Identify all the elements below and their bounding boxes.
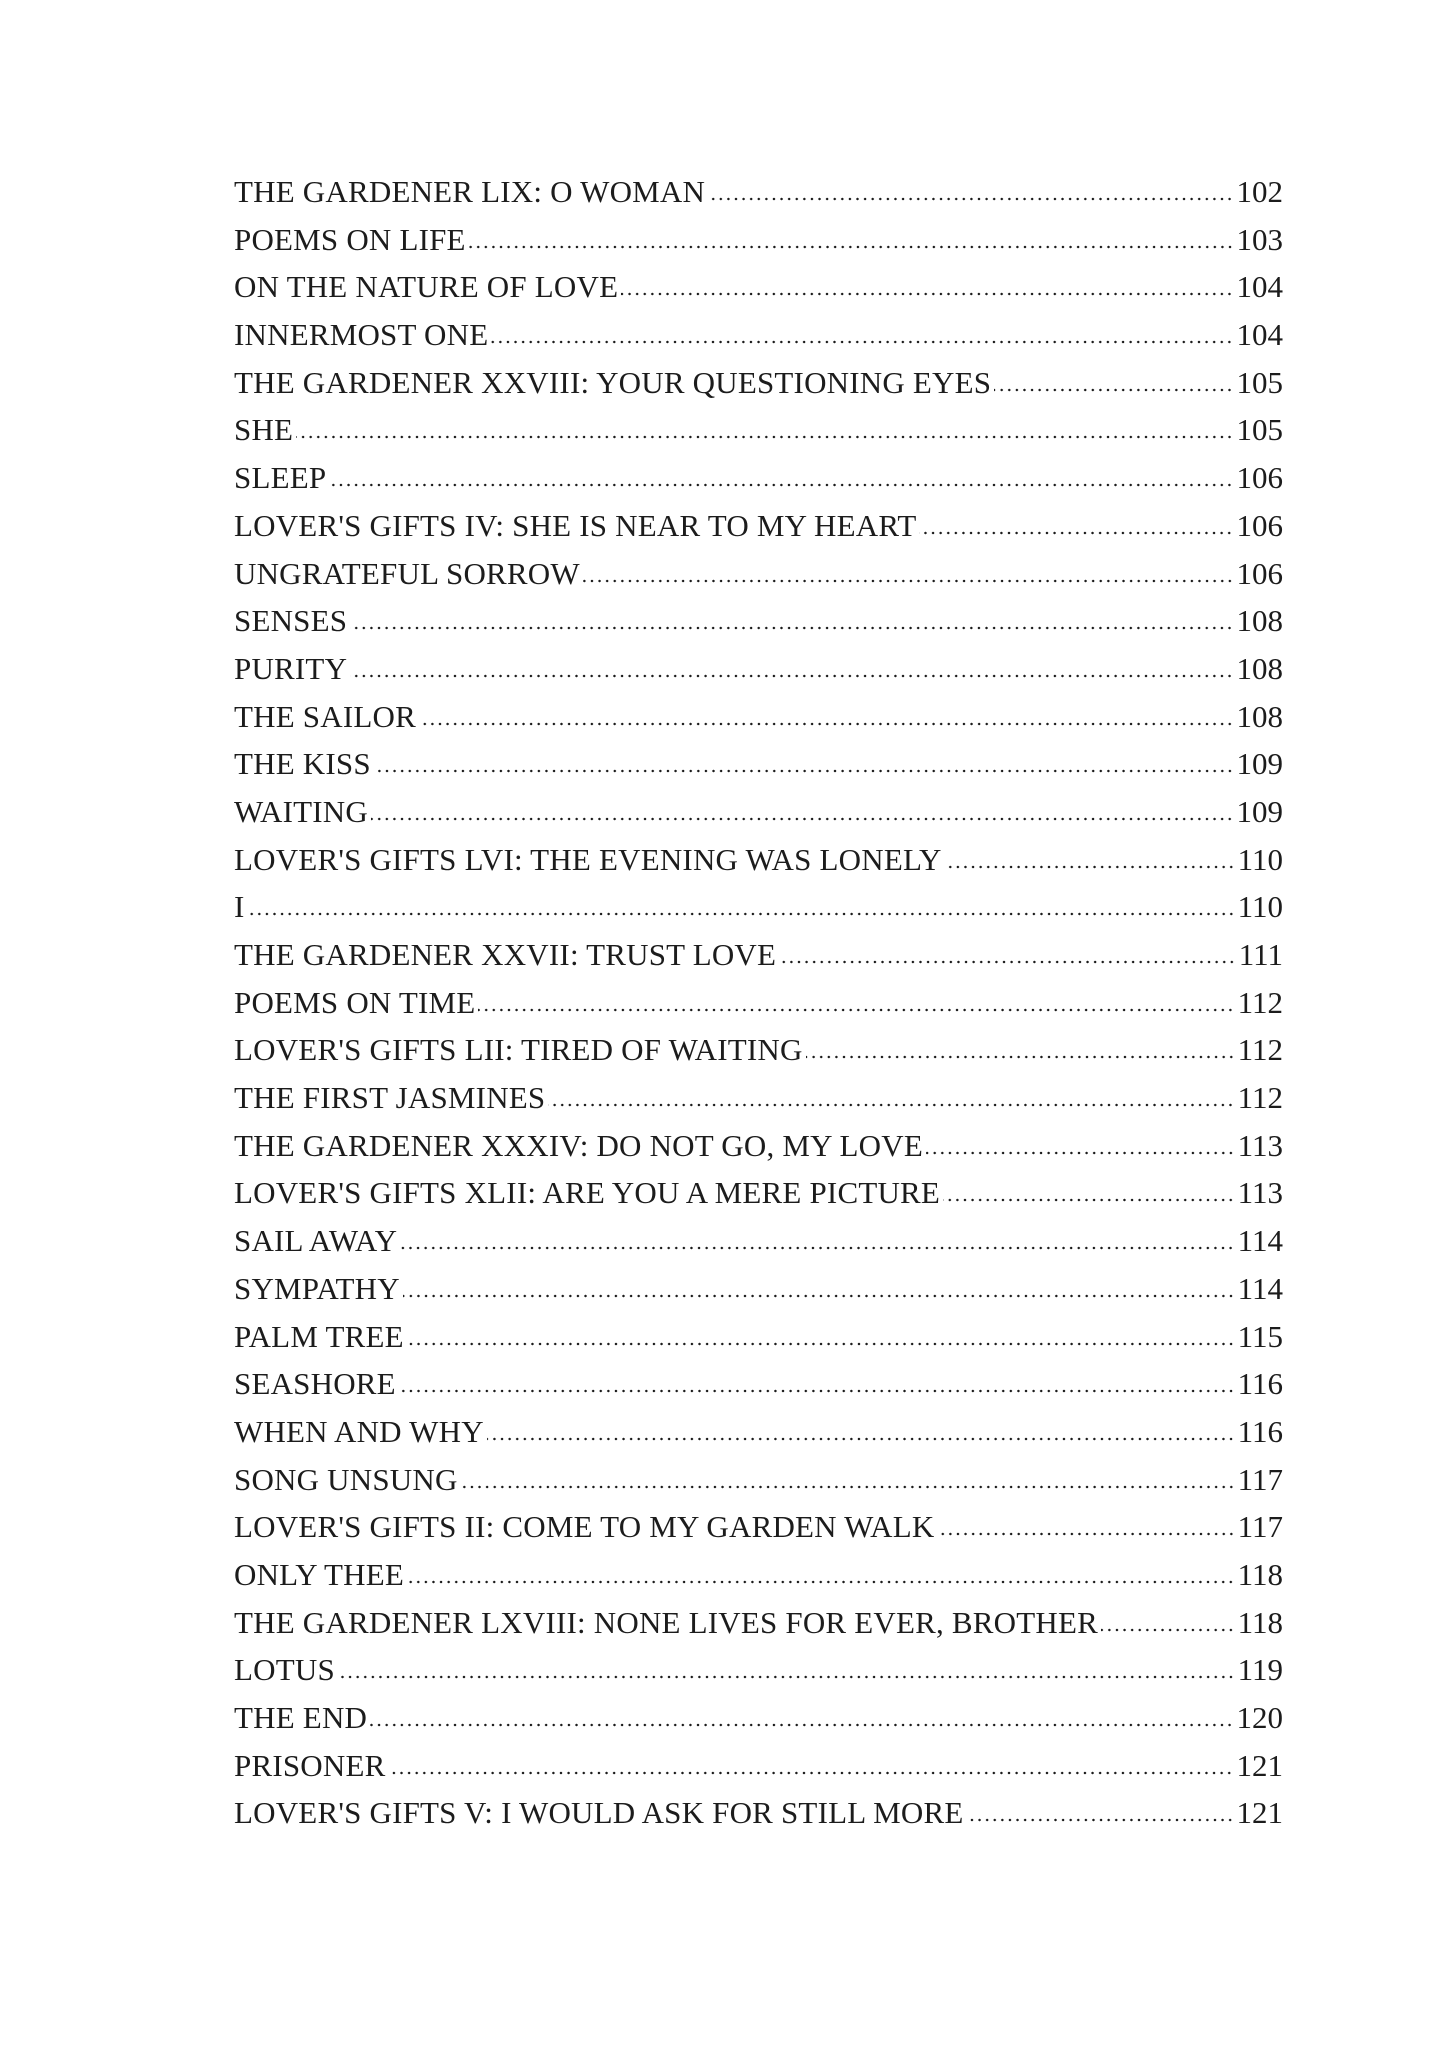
toc-entry-page-number: 116 [1237, 1413, 1283, 1449]
dot-leader [469, 245, 1234, 249]
dot-leader [779, 960, 1236, 964]
toc-entry[interactable] [234, 1742, 1283, 1790]
toc-entry-page-number: 121 [1236, 1795, 1283, 1831]
toc-entry-title: PRISONER [234, 1747, 386, 1783]
dot-leader [403, 1294, 1235, 1298]
toc-entry-page-number: 114 [1237, 1270, 1283, 1306]
toc-entry[interactable] [234, 1646, 1283, 1694]
dot-leader [548, 1103, 1234, 1107]
toc-entry[interactable] [234, 1694, 1283, 1742]
toc-entry-title: ONLY THEE [234, 1556, 405, 1592]
dot-leader [487, 1437, 1235, 1441]
toc-entry-title: PALM TREE [234, 1318, 404, 1354]
dot-leader [248, 912, 1235, 916]
toc-entry-page-number: 106 [1236, 507, 1283, 543]
toc-entry-page-number: 120 [1236, 1700, 1283, 1735]
toc-entry-title: SHE [234, 412, 294, 448]
toc-entry-page-number: 110 [1237, 841, 1283, 877]
dot-leader [583, 579, 1234, 583]
toc-entry-title: THE FIRST JASMINES [234, 1080, 546, 1116]
toc-entry-page-number: 115 [1237, 1318, 1283, 1354]
toc-entry-title: SLEEP [234, 460, 327, 496]
dot-leader [370, 1723, 1233, 1727]
toc-entry[interactable] [234, 406, 1283, 454]
toc-entry-title: POEMS ON LIFE [234, 221, 466, 257]
toc-entry-page-number: 104 [1236, 317, 1283, 353]
toc-entry[interactable] [234, 454, 1283, 502]
toc-entry[interactable] [234, 168, 1283, 216]
toc-entry-title: THE KISS [234, 746, 371, 782]
toc-entry-title: THE GARDENER XXVIII: YOUR QUESTIONING EYES [234, 364, 992, 400]
dot-leader [938, 1532, 1235, 1536]
toc-entry-title: POEMS ON TIME [234, 984, 476, 1020]
toc-entry-page-number: 108 [1236, 698, 1283, 734]
toc-entry[interactable] [234, 1074, 1283, 1122]
toc-entry-page-number: 110 [1237, 889, 1283, 925]
toc-entry[interactable] [234, 1456, 1283, 1504]
toc-entry[interactable] [234, 979, 1283, 1027]
toc-entry-page-number: 106 [1236, 460, 1283, 496]
dot-leader [399, 1389, 1235, 1393]
toc-entry-title: THE GARDENER LXVIII: NONE LIVES FOR EVER, BROTHER [234, 1604, 1098, 1640]
toc-entry[interactable] [234, 931, 1283, 979]
dot-leader [943, 1198, 1235, 1202]
dot-leader [350, 674, 1233, 678]
dot-leader [621, 292, 1233, 296]
toc-entry-title: LOVER'S GIFTS IV: SHE IS NEAR TO MY HEART [234, 507, 917, 543]
dot-leader [407, 1580, 1235, 1584]
toc-entry-title: LOVER'S GIFTS LII: TIRED OF WAITING [234, 1032, 803, 1068]
toc-entry-page-number: 112 [1237, 1080, 1283, 1116]
toc-entry-title: LOVER'S GIFTS XLII: ARE YOU A MERE PICTURE [234, 1175, 941, 1211]
toc-entry-title: SAIL AWAY [234, 1223, 398, 1259]
toc-entry-title: THE GARDENER XXXIV: DO NOT GO, MY LOVE [234, 1127, 923, 1163]
toc-entry-page-number: 108 [1236, 603, 1283, 639]
toc-entry-title: LOTUS [234, 1652, 335, 1688]
toc-entry[interactable] [234, 216, 1283, 264]
toc-entry-title: THE SAILOR [234, 698, 416, 734]
dot-leader [350, 626, 1233, 630]
dot-leader [419, 722, 1234, 726]
dot-leader [388, 1771, 1233, 1775]
toc-entry[interactable] [234, 883, 1283, 931]
toc-entry[interactable] [234, 550, 1283, 598]
dot-leader [400, 1246, 1234, 1250]
toc-entry-page-number: 109 [1236, 793, 1283, 829]
toc-entry-page-number: 105 [1236, 412, 1283, 448]
toc-entry-page-number: 116 [1237, 1366, 1283, 1402]
toc-entry-title: ON THE NATURE OF LOVE [234, 269, 619, 305]
dot-leader [329, 483, 1233, 487]
toc-entry-page-number: 108 [1236, 650, 1283, 686]
dot-leader [994, 388, 1233, 392]
toc-entry-page-number: 106 [1236, 555, 1283, 591]
toc-entry-title: SENSES [234, 603, 348, 639]
dot-leader [338, 1675, 1235, 1679]
toc-entry[interactable] [234, 1551, 1283, 1599]
toc-entry[interactable] [234, 1503, 1283, 1551]
toc-entry[interactable] [234, 1599, 1283, 1647]
toc-entry-page-number: 118 [1237, 1604, 1283, 1640]
toc-entry-page-number: 113 [1237, 1175, 1283, 1211]
toc-entry[interactable] [234, 1408, 1283, 1456]
toc-entry-page-number: 117 [1237, 1461, 1283, 1497]
toc-entry-title: WHEN AND WHY [234, 1413, 484, 1449]
dot-leader [407, 1342, 1235, 1346]
toc-entry[interactable] [234, 693, 1283, 741]
toc-entry-title: SYMPATHY [234, 1270, 400, 1306]
toc-entry-page-number: 111 [1238, 937, 1283, 972]
dot-leader [926, 1151, 1235, 1155]
dot-leader [491, 340, 1233, 344]
toc-entry-title: SEASHORE [234, 1366, 396, 1402]
dot-leader [478, 1008, 1234, 1012]
toc-entry-page-number: 102 [1236, 174, 1283, 209]
toc-entry-title: UNGRATEFUL SORROW [234, 555, 580, 591]
toc-entry-title: THE END [234, 1700, 368, 1735]
toc-entry-title: LOVER'S GIFTS II: COME TO MY GARDEN WALK [234, 1509, 935, 1545]
toc-entry-title: LOVER'S GIFTS LVI: THE EVENING WAS LONELY [234, 841, 942, 877]
toc-entry-page-number: 121 [1236, 1747, 1283, 1783]
dot-leader [967, 1818, 1234, 1822]
toc-entry-title: INNERMOST ONE [234, 317, 489, 353]
toc-entry[interactable] [234, 1026, 1283, 1074]
dot-leader [708, 197, 1233, 201]
dot-leader [1101, 1628, 1235, 1632]
dot-leader [296, 435, 1233, 439]
toc-entry[interactable] [234, 645, 1283, 693]
toc-entry-title: LOVER'S GIFTS V: I WOULD ASK FOR STILL MORE [234, 1795, 964, 1831]
dot-leader [919, 531, 1233, 535]
toc-entry[interactable] [234, 1217, 1283, 1265]
toc-entry-page-number: 112 [1237, 984, 1283, 1020]
toc-entry[interactable] [234, 502, 1283, 550]
toc-entry[interactable] [234, 263, 1283, 311]
toc-entry-page-number: 109 [1236, 746, 1283, 782]
toc-entry[interactable] [234, 1122, 1283, 1170]
toc-entry[interactable] [234, 1313, 1283, 1361]
toc-entry-title: WAITING [234, 793, 368, 829]
toc-entry-page-number: 117 [1237, 1509, 1283, 1545]
toc-entry[interactable] [234, 1169, 1283, 1217]
toc-entry-page-number: 119 [1237, 1652, 1283, 1688]
toc-entry-page-number: 104 [1236, 269, 1283, 305]
toc-entry[interactable] [234, 836, 1283, 884]
toc-entry-page-number: 103 [1236, 221, 1283, 257]
toc-entry-page-number: 113 [1237, 1127, 1283, 1163]
toc-entry[interactable] [234, 359, 1283, 407]
toc-entry[interactable] [234, 1789, 1283, 1837]
toc-entry-title: PURITY [234, 650, 348, 686]
toc-entry[interactable] [234, 1360, 1283, 1408]
toc-entry[interactable] [234, 311, 1283, 359]
dot-leader [945, 865, 1235, 869]
dot-leader [461, 1485, 1235, 1489]
toc-entry-page-number: 112 [1237, 1032, 1283, 1068]
dot-leader [806, 1055, 1235, 1059]
toc-entry-page-number: 105 [1236, 364, 1283, 400]
toc-entry-title: THE GARDENER LIX: O WOMAN [234, 174, 706, 209]
toc-entry[interactable] [234, 740, 1283, 788]
toc-entry-page-number: 114 [1237, 1223, 1283, 1259]
toc-entry-title: I [234, 889, 245, 925]
toc-entry-title: SONG UNSUNG [234, 1461, 458, 1497]
toc-entry[interactable] [234, 788, 1283, 836]
toc-entry[interactable] [234, 1265, 1283, 1313]
dot-leader [374, 769, 1234, 773]
toc-entry-page-number: 118 [1237, 1556, 1283, 1592]
toc-entry-title: THE GARDENER XXVII: TRUST LOVE [234, 937, 777, 972]
table-of-contents [234, 168, 1283, 1837]
toc-entry[interactable] [234, 597, 1283, 645]
dot-leader [371, 817, 1234, 821]
